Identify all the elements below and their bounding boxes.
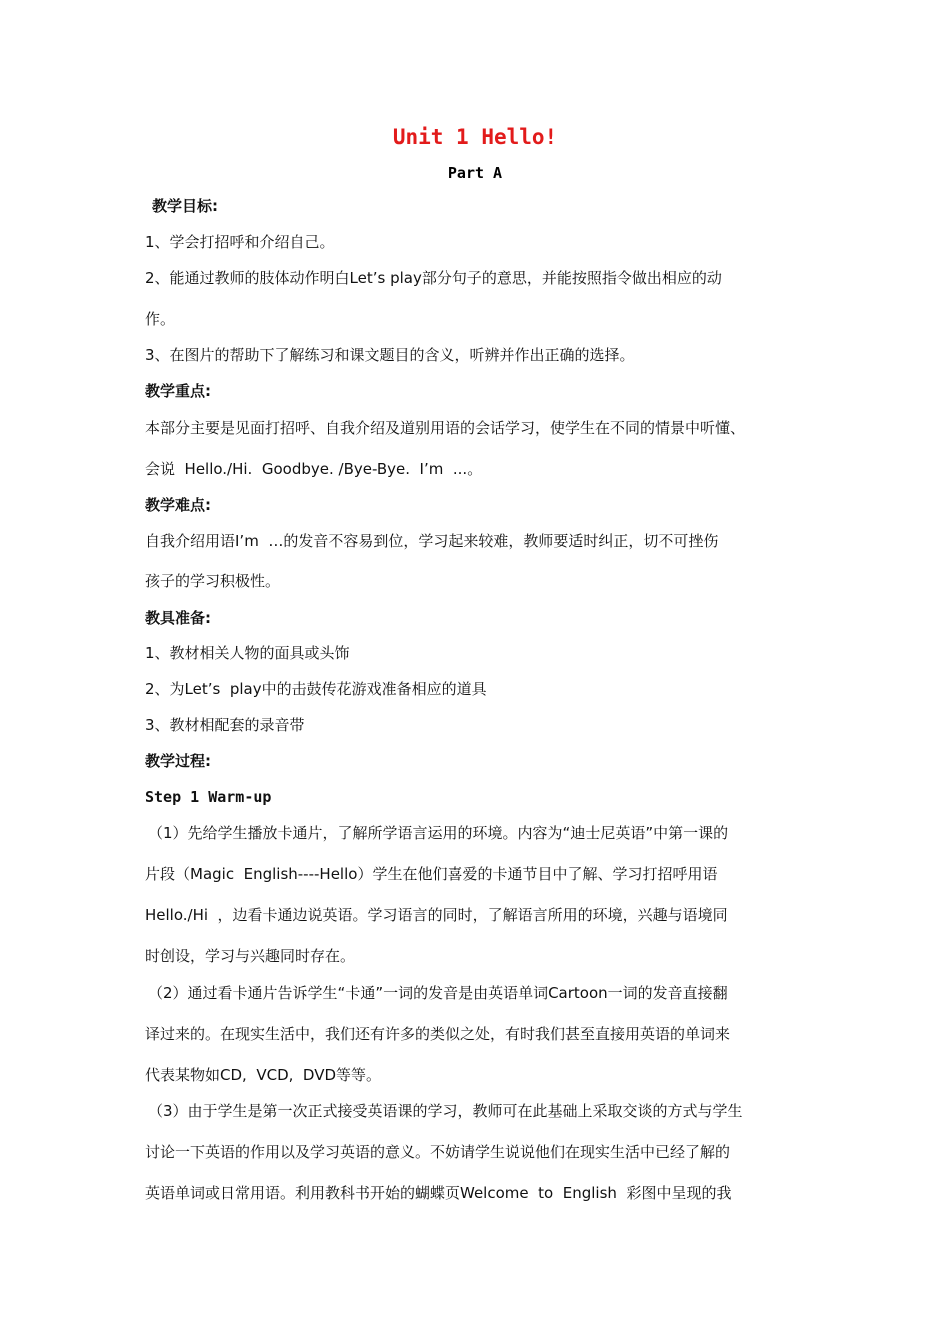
heading-teaching-objectives: 教学目标:	[152, 197, 218, 215]
step-heading: Step 1 Warm-up	[145, 788, 272, 806]
paragraph-line: 英语单词或日常用语。利用教科书开始的蝴蝶页Welcome to English 彩图中呈现的我	[145, 1184, 732, 1202]
paragraph-line: 时创设，学习与兴趣同时存在。	[145, 947, 356, 965]
paragraph-line: 2、能通过教师的肢体动作明白Let’s play部分句子的意思，并能按照指令做出相应的动	[145, 269, 722, 287]
paragraph-line: 自我介绍用语I’m …的发音不容易到位，学习起来较难，教师要适时纠正，切不可挫伤	[145, 532, 719, 550]
paragraph-line: （1）先给学生播放卡通片，了解所学语言运用的环境。内容为“迪士尼英语”中第一课的	[148, 824, 729, 842]
paragraph-line: 本部分主要是见面打招呼、自我介绍及道别用语的会话学习，使学生在不同的情景中听懂、	[145, 419, 746, 437]
paragraph-line: 代表某物如CD, VCD, DVD等等。	[145, 1066, 382, 1084]
paragraph-line: Hello./Hi ，边看卡通边说英语。学习语言的同时，了解语言所用的环境，兴趣与语境同	[145, 906, 728, 924]
heading-teaching-aids: 教具准备:	[145, 609, 211, 627]
list-item: 1、教材相关人物的面具或头饰	[145, 644, 350, 662]
paragraph-line: 讨论一下英语的作用以及学习英语的意义。不妨请学生说说他们在现实生活中已经了解的	[145, 1143, 731, 1161]
paragraph-line: 3、在图片的帮助下了解练习和课文题目的含义，听辨并作出正确的选择。	[145, 346, 635, 364]
heading-key-points: 教学重点:	[145, 382, 211, 400]
heading-difficulties: 教学难点:	[145, 496, 211, 514]
heading-teaching-process: 教学过程:	[145, 752, 211, 770]
list-item: 3、教材相配套的录音带	[145, 716, 305, 734]
paragraph-line: 1、学会打招呼和介绍自己。	[145, 233, 335, 251]
document-subtitle: Part A	[447, 164, 503, 182]
paragraph-line: 会说 Hello./Hi. Goodbye. /Bye-Bye. I’m ...。	[145, 460, 483, 478]
paragraph-line: （3）由于学生是第一次正式接受英语课的学习，教师可在此基础上采取交谈的方式与学生	[148, 1102, 743, 1120]
paragraph-line: 作。	[145, 310, 176, 328]
paragraph-line: 片段（Magic English----Hello）学生在他们喜爱的卡通节目中了解、学习打招呼用语	[145, 865, 718, 883]
paragraph-line: 孩子的学习积极性。	[145, 572, 281, 590]
paragraph-line: （2）通过看卡通片告诉学生“卡通”一词的发音是由英语单词Cartoon一词的发音直接翻	[148, 984, 728, 1002]
paragraph-line: 译过来的。在现实生活中，我们还有许多的类似之处，有时我们甚至直接用英语的单词来	[145, 1025, 731, 1043]
list-item: 2、为Let’s play中的击鼓传花游戏准备相应的道具	[145, 680, 487, 698]
document-title: Unit 1 Hello!	[392, 125, 558, 149]
